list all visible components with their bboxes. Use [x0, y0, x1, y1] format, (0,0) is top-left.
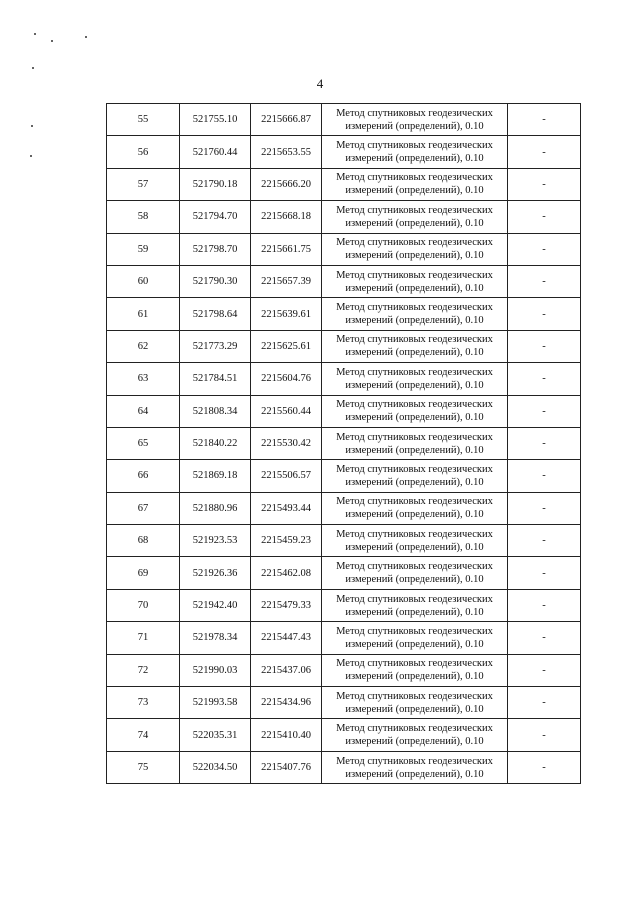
- y-coordinate-cell: 2215604.76: [251, 363, 322, 395]
- scan-speck: [34, 33, 36, 35]
- point-number-cell: 55: [107, 104, 180, 136]
- method-text-line-1: Метод спутниковых геодезических: [336, 237, 493, 249]
- method-cell: [322, 233, 508, 265]
- method-text-line-1: Метод спутниковых геодезических: [336, 107, 493, 119]
- y-coordinate-cell: 2215462.08: [251, 557, 322, 589]
- point-number-cell: 71: [107, 622, 180, 654]
- description-cell: -: [508, 363, 581, 395]
- table-row: [107, 719, 581, 751]
- method-cell: [322, 557, 508, 589]
- table-row: [107, 460, 581, 492]
- method-cell: [322, 136, 508, 168]
- x-coordinate-cell: 521993.58: [180, 687, 251, 719]
- point-number-cell: 74: [107, 719, 180, 751]
- description-cell: -: [508, 395, 581, 427]
- x-coordinate-cell: 521808.34: [180, 395, 251, 427]
- description-cell: -: [508, 687, 581, 719]
- table-row: [107, 330, 581, 362]
- point-number-cell: 69: [107, 557, 180, 589]
- method-text-line-2: измерений (определений), 0.10: [345, 736, 484, 748]
- y-coordinate-cell: 2215661.75: [251, 233, 322, 265]
- x-coordinate-cell: 521798.70: [180, 233, 251, 265]
- x-coordinate-cell: 521794.70: [180, 201, 251, 233]
- method-text-line-1: Метод спутниковых геодезических: [336, 561, 493, 573]
- scan-speck: [32, 67, 34, 69]
- method-cell: [322, 168, 508, 200]
- y-coordinate-cell: 2215666.20: [251, 168, 322, 200]
- table-row: [107, 168, 581, 200]
- method-text-line-2: измерений (определений), 0.10: [345, 606, 484, 618]
- method-text-line-1: Метод спутниковых геодезических: [336, 431, 493, 443]
- method-text-line-2: измерений (определений), 0.10: [345, 412, 484, 424]
- description-cell: -: [508, 233, 581, 265]
- method-cell: [322, 460, 508, 492]
- x-coordinate-cell: 521798.64: [180, 298, 251, 330]
- x-coordinate-cell: 521784.51: [180, 363, 251, 395]
- method-text-line-2: измерений (определений), 0.10: [345, 347, 484, 359]
- method-cell: [322, 751, 508, 783]
- y-coordinate-cell: 2215493.44: [251, 492, 322, 524]
- table-row: [107, 233, 581, 265]
- method-cell: [322, 719, 508, 751]
- y-coordinate-cell: 2215639.61: [251, 298, 322, 330]
- method-text-line-2: измерений (определений), 0.10: [345, 541, 484, 553]
- table-row: [107, 589, 581, 621]
- y-coordinate-cell: 2215668.18: [251, 201, 322, 233]
- method-text-line-1: Метод спутниковых геодезических: [336, 755, 493, 767]
- method-text-line-2: измерений (определений), 0.10: [345, 671, 484, 683]
- table-row: [107, 492, 581, 524]
- y-coordinate-cell: 2215410.40: [251, 719, 322, 751]
- point-number-cell: 63: [107, 363, 180, 395]
- table-row: [107, 104, 581, 136]
- table-row: [107, 363, 581, 395]
- method-cell: [322, 622, 508, 654]
- y-coordinate-cell: 2215560.44: [251, 395, 322, 427]
- method-cell: [322, 589, 508, 621]
- y-coordinate-cell: 2215447.43: [251, 622, 322, 654]
- method-text-line-2: измерений (определений), 0.10: [345, 379, 484, 391]
- method-text-line-2: измерений (определений), 0.10: [345, 282, 484, 294]
- y-coordinate-cell: 2215437.06: [251, 654, 322, 686]
- method-text-line-1: Метод спутниковых геодезических: [336, 302, 493, 314]
- scan-speck: [30, 155, 32, 157]
- point-number-cell: 73: [107, 687, 180, 719]
- x-coordinate-cell: 522034.50: [180, 751, 251, 783]
- y-coordinate-cell: 2215657.39: [251, 265, 322, 297]
- coordinates-table: [106, 103, 581, 784]
- page-number: 4: [316, 76, 324, 91]
- y-coordinate-cell: 2215530.42: [251, 427, 322, 459]
- method-cell: [322, 654, 508, 686]
- y-coordinate-cell: 2215506.57: [251, 460, 322, 492]
- method-text-line-1: Метод спутниковых геодезических: [336, 463, 493, 475]
- table-row: [107, 201, 581, 233]
- table-row: [107, 525, 581, 557]
- description-cell: -: [508, 622, 581, 654]
- description-cell: -: [508, 168, 581, 200]
- description-cell: -: [508, 330, 581, 362]
- method-cell: [322, 363, 508, 395]
- method-text-line-2: измерений (определений), 0.10: [345, 217, 484, 229]
- point-number-cell: 70: [107, 589, 180, 621]
- description-cell: -: [508, 104, 581, 136]
- x-coordinate-cell: 521942.40: [180, 589, 251, 621]
- x-coordinate-cell: 521755.10: [180, 104, 251, 136]
- point-number-cell: 62: [107, 330, 180, 362]
- method-text-line-2: измерений (определений), 0.10: [345, 444, 484, 456]
- method-cell: [322, 201, 508, 233]
- point-number-cell: 61: [107, 298, 180, 330]
- method-text-line-1: Метод спутниковых геодезических: [336, 528, 493, 540]
- method-cell: [322, 427, 508, 459]
- method-text-line-2: измерений (определений), 0.10: [345, 703, 484, 715]
- x-coordinate-cell: 521790.30: [180, 265, 251, 297]
- method-text-line-2: измерений (определений), 0.10: [345, 638, 484, 650]
- method-text-line-1: Метод спутниковых геодезических: [336, 496, 493, 508]
- method-cell: [322, 687, 508, 719]
- method-text-line-2: измерений (определений), 0.10: [345, 768, 484, 780]
- method-cell: [322, 525, 508, 557]
- point-number-cell: 59: [107, 233, 180, 265]
- x-coordinate-cell: 522035.31: [180, 719, 251, 751]
- x-coordinate-cell: 521926.36: [180, 557, 251, 589]
- x-coordinate-cell: 521790.18: [180, 168, 251, 200]
- table-row: [107, 622, 581, 654]
- y-coordinate-cell: 2215653.55: [251, 136, 322, 168]
- description-cell: -: [508, 719, 581, 751]
- method-text-line-1: Метод спутниковых геодезических: [336, 625, 493, 637]
- y-coordinate-cell: 2215666.87: [251, 104, 322, 136]
- x-coordinate-cell: 521923.53: [180, 525, 251, 557]
- point-number-cell: 75: [107, 751, 180, 783]
- method-cell: [322, 104, 508, 136]
- point-number-cell: 57: [107, 168, 180, 200]
- method-text-line-2: измерений (определений), 0.10: [345, 153, 484, 165]
- y-coordinate-cell: 2215407.76: [251, 751, 322, 783]
- description-cell: -: [508, 265, 581, 297]
- scan-speck: [85, 36, 87, 38]
- method-text-line-1: Метод спутниковых геодезических: [336, 399, 493, 411]
- x-coordinate-cell: 521773.29: [180, 330, 251, 362]
- coordinates-table-body: [107, 104, 581, 784]
- table-row: [107, 395, 581, 427]
- point-number-cell: 64: [107, 395, 180, 427]
- method-text-line-1: Метод спутниковых геодезических: [336, 366, 493, 378]
- scan-speck: [31, 125, 33, 127]
- point-number-cell: 67: [107, 492, 180, 524]
- method-text-line-2: измерений (определений), 0.10: [345, 250, 484, 262]
- method-cell: [322, 395, 508, 427]
- description-cell: -: [508, 298, 581, 330]
- method-text-line-1: Метод спутниковых геодезических: [336, 269, 493, 281]
- description-cell: -: [508, 751, 581, 783]
- y-coordinate-cell: 2215625.61: [251, 330, 322, 362]
- description-cell: -: [508, 492, 581, 524]
- point-number-cell: 68: [107, 525, 180, 557]
- method-text-line-1: Метод спутниковых геодезических: [336, 204, 493, 216]
- x-coordinate-cell: 521869.18: [180, 460, 251, 492]
- x-coordinate-cell: 521990.03: [180, 654, 251, 686]
- description-cell: -: [508, 201, 581, 233]
- description-cell: -: [508, 654, 581, 686]
- table-row: [107, 687, 581, 719]
- method-text-line-1: Метод спутниковых геодезических: [336, 723, 493, 735]
- description-cell: -: [508, 460, 581, 492]
- point-number-cell: 65: [107, 427, 180, 459]
- table-row: [107, 751, 581, 783]
- scan-speck: [51, 40, 53, 42]
- method-text-line-2: измерений (определений), 0.10: [345, 574, 484, 586]
- method-cell: [322, 298, 508, 330]
- x-coordinate-cell: 521880.96: [180, 492, 251, 524]
- description-cell: -: [508, 136, 581, 168]
- x-coordinate-cell: 521978.34: [180, 622, 251, 654]
- table-row: [107, 654, 581, 686]
- method-text-line-2: измерений (определений), 0.10: [345, 476, 484, 488]
- method-text-line-1: Метод спутниковых геодезических: [336, 593, 493, 605]
- method-text-line-2: измерений (определений), 0.10: [345, 185, 484, 197]
- table-row: [107, 298, 581, 330]
- method-cell: [322, 265, 508, 297]
- description-cell: -: [508, 589, 581, 621]
- table-row: [107, 265, 581, 297]
- point-number-cell: 72: [107, 654, 180, 686]
- table-row: [107, 557, 581, 589]
- method-text-line-1: Метод спутниковых геодезических: [336, 172, 493, 184]
- method-text-line-1: Метод спутниковых геодезических: [336, 658, 493, 670]
- description-cell: -: [508, 557, 581, 589]
- table-row: [107, 427, 581, 459]
- y-coordinate-cell: 2215479.33: [251, 589, 322, 621]
- point-number-cell: 66: [107, 460, 180, 492]
- method-text-line-1: Метод спутниковых геодезических: [336, 334, 493, 346]
- point-number-cell: 60: [107, 265, 180, 297]
- description-cell: -: [508, 525, 581, 557]
- method-text-line-1: Метод спутниковых геодезических: [336, 140, 493, 152]
- method-cell: [322, 330, 508, 362]
- table-row: [107, 136, 581, 168]
- method-text-line-2: измерений (определений), 0.10: [345, 120, 484, 132]
- method-text-line-2: измерений (определений), 0.10: [345, 315, 484, 327]
- y-coordinate-cell: 2215434.96: [251, 687, 322, 719]
- y-coordinate-cell: 2215459.23: [251, 525, 322, 557]
- description-cell: -: [508, 427, 581, 459]
- method-cell: [322, 492, 508, 524]
- point-number-cell: 58: [107, 201, 180, 233]
- point-number-cell: 56: [107, 136, 180, 168]
- method-text-line-2: измерений (определений), 0.10: [345, 509, 484, 521]
- method-text-line-1: Метод спутниковых геодезических: [336, 690, 493, 702]
- x-coordinate-cell: 521840.22: [180, 427, 251, 459]
- x-coordinate-cell: 521760.44: [180, 136, 251, 168]
